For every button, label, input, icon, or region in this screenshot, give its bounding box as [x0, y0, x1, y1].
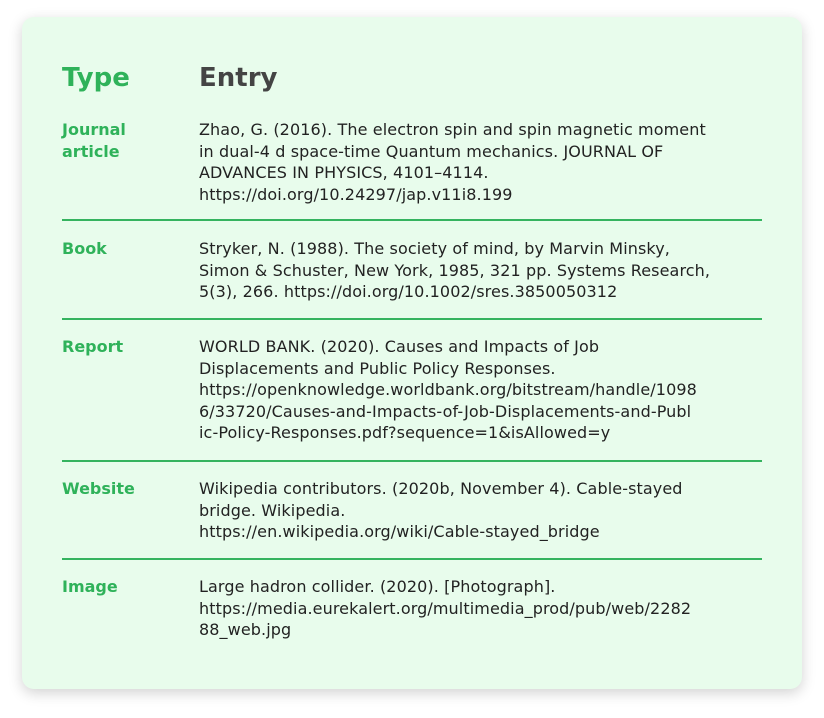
row-type-label	[62, 238, 172, 260]
entry-line: ADVANCES IN PHYSICS, 4101–4114.	[199, 163, 489, 182]
row-type-line: Book	[62, 239, 107, 258]
entry-line[interactable]: 6/33720/Causes-and-Impacts-of-Job-Displacements-and-Publ	[199, 401, 692, 421]
entry-line: Zhao, G. (2016). The electron spin and spin magnetic moment	[199, 120, 706, 139]
row-divider	[62, 460, 762, 462]
entry-line: Wikipedia contributors. (2020b, November 4). Cable-stayed	[199, 479, 683, 498]
entry-line[interactable]: 5(3), 266. https://doi.org/10.1002/sres.3850050312	[199, 282, 618, 301]
row-divider	[62, 219, 762, 221]
row-type-label	[62, 478, 172, 500]
entry-line: bridge. Wikipedia.	[199, 500, 346, 520]
entry-line[interactable]: https://en.wikipedia.org/wiki/Cable-stayed_bridge	[199, 522, 600, 541]
entry-line: Displacements and Public Policy Responses.	[199, 358, 556, 378]
entry-line: Stryker, N. (1988). The society of mind, by Marvin Minsky,	[199, 239, 670, 258]
row-entry-text	[199, 119, 789, 205]
row-type-line: Journal	[62, 120, 126, 139]
row-entry-text	[199, 478, 789, 543]
row-type-label	[62, 576, 172, 598]
type-column-header: Type	[62, 63, 130, 93]
row-divider	[62, 558, 762, 560]
entry-line[interactable]: https://openknowledge.worldbank.org/bitstream/handle/1098	[199, 380, 697, 399]
entry-line: WORLD BANK. (2020). Causes and Impacts of Job	[199, 337, 600, 356]
entry-line: in dual-4 d space-time Quantum mechanics. JOURNAL OF	[199, 141, 664, 161]
row-type-line: article	[62, 142, 120, 161]
entry-column-header: Entry	[199, 63, 278, 93]
row-type-line: Image	[62, 577, 118, 596]
entry-line: Simon & Schuster, New York, 1985, 321 pp. Systems Research,	[199, 260, 711, 280]
entry-line: Large hadron collider. (2020). [Photograph].	[199, 577, 556, 596]
reference-table-card	[22, 17, 802, 689]
row-type-line: Website	[62, 479, 135, 498]
row-type-line: Report	[62, 337, 124, 356]
row-type-label	[62, 336, 172, 358]
row-type-label	[62, 119, 172, 163]
entry-line[interactable]: https://doi.org/10.24297/jap.v11i8.199	[199, 184, 513, 204]
row-entry-text	[199, 336, 789, 444]
entry-line[interactable]: 88_web.jpg	[199, 620, 292, 639]
row-divider	[62, 318, 762, 320]
entry-line[interactable]: https://media.eurekalert.org/multimedia_prod/pub/web/2282	[199, 598, 692, 618]
row-entry-text	[199, 576, 789, 641]
entry-line[interactable]: ic-Policy-Responses.pdf?sequence=1&isAllowed=y	[199, 423, 611, 442]
row-entry-text	[199, 238, 789, 303]
